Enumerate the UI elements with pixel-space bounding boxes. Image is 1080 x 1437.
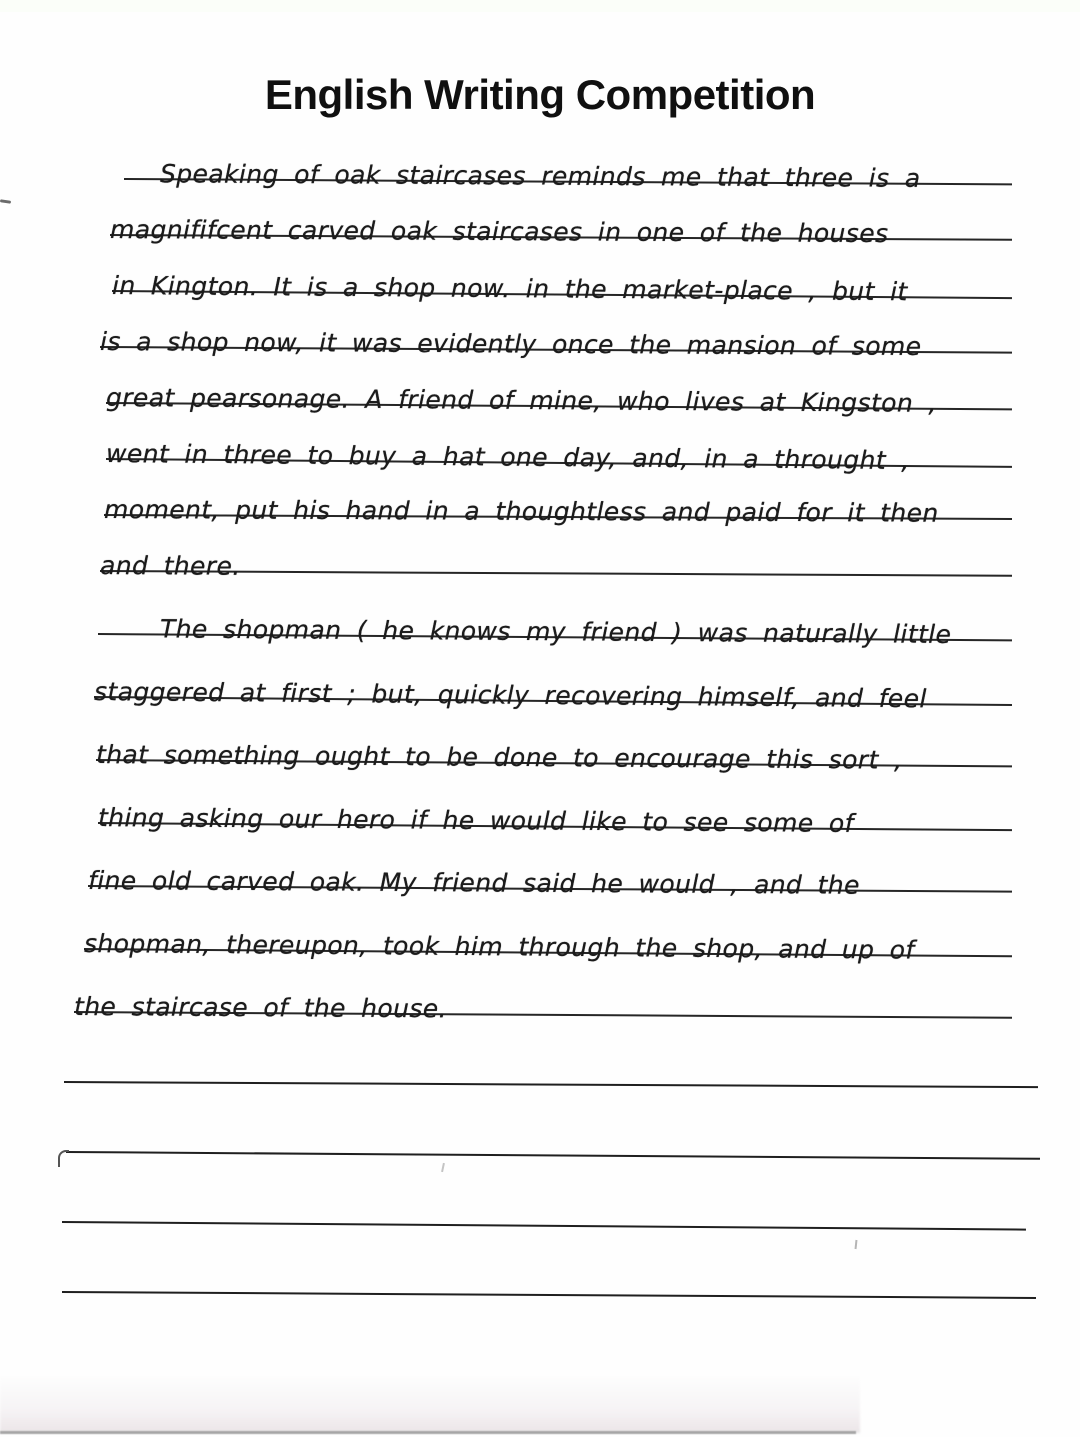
blank-ruled-line	[62, 1223, 1036, 1299]
essay-line	[73, 950, 1012, 1024]
handwriting-text: that something ought to be done to encourage this sort ,	[95, 740, 903, 775]
handwriting-text: and there.	[99, 551, 241, 581]
paragraph-1	[92, 124, 1012, 581]
essay-line	[103, 460, 1012, 528]
essay-line	[124, 124, 1012, 193]
handwriting-text: The shopman ( he knows my friend ) was naturally little	[159, 614, 952, 649]
stray-hook-mark	[58, 1150, 69, 1167]
essay-line	[109, 180, 1012, 249]
essay-line	[97, 761, 1012, 838]
blank-ruled-line	[64, 1013, 1038, 1088]
handwriting-text: staggered at first ; but, quickly recovering himself, and feel	[93, 677, 927, 714]
scan-bottom-smudge	[0, 1375, 860, 1433]
blank-answer-lines	[92, 1013, 1012, 1293]
essay-line	[93, 635, 1013, 714]
handwriting-text: went in three to buy a hat one day, and, in a throught ,	[105, 439, 910, 476]
page-title: English Writing Competition	[264, 71, 816, 118]
handwriting-text: moment, put his hand in a thoughtless and paid for it then	[103, 495, 939, 528]
handwriting-text: fine old carved oak. My friend said he would , and the	[87, 866, 860, 900]
paragraph-2	[73, 572, 1012, 1024]
essay-line	[98, 572, 1012, 649]
essay-sheet	[73, 124, 1012, 1293]
handwriting-text: great pearsonage. A friend of mine, who lives at Kingston ,	[105, 383, 937, 418]
essay-line	[105, 404, 1012, 476]
essay-line	[87, 824, 1012, 900]
essay-line	[105, 348, 1012, 418]
handwriting-text: thing asking our hero if he would like to see some of	[97, 803, 854, 838]
blank-ruled-line	[66, 1083, 1040, 1160]
essay-line	[111, 236, 1012, 307]
blank-ruled-line	[62, 1153, 1027, 1231]
handwriting-text: Speaking of oak staircases reminds me that three is a	[159, 159, 921, 193]
essay-line	[83, 887, 1012, 965]
handwriting-text: shopman, thereupon, took him through the shop, and up of	[83, 929, 915, 965]
handwriting-text: is a shop now, it was evidently once the mansion of some	[99, 327, 922, 362]
handwriting-text: magnififcent carved oak staircases in one of the houses	[109, 215, 889, 249]
essay-line	[99, 516, 1012, 581]
scan-bottom-edge	[0, 1431, 856, 1434]
handwriting-text: in Kington. It is a shop now. in the market-place , but it	[111, 271, 908, 307]
scan-top-tint	[0, 0, 1080, 12]
stray-margin-mark	[0, 199, 11, 204]
essay-line	[95, 698, 1012, 775]
handwriting-text: the staircase of the house.	[73, 992, 448, 1024]
essay-line	[99, 292, 1012, 362]
